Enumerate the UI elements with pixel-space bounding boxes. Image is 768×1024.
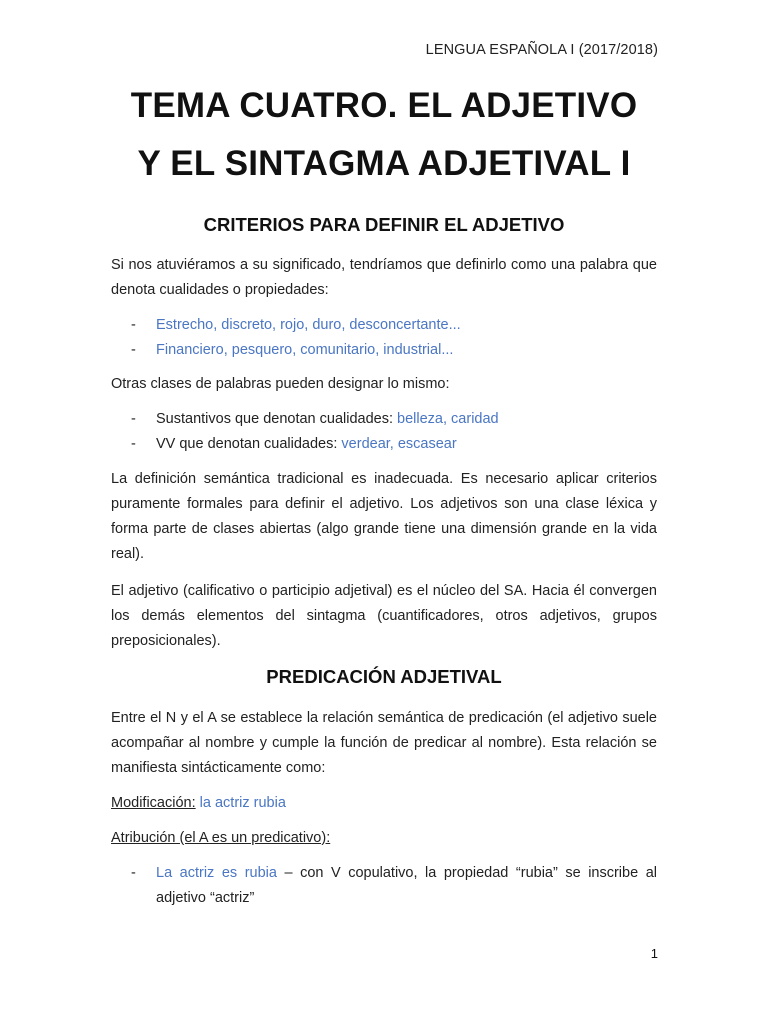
paragraph-definicion-wrap xyxy=(111,467,657,567)
example-text: verdear, escasear xyxy=(341,436,457,452)
paragraph-others-intro: Otras clases de palabras pueden designar lo mismo: xyxy=(111,376,450,392)
example-text: belleza, caridad xyxy=(397,411,499,427)
list-item xyxy=(111,313,657,338)
modificacion-label: Modificación: xyxy=(111,795,196,811)
page-number: 1 xyxy=(650,946,658,961)
paragraph-nucleo: El adjetivo (calificativo o participio adjetival) es el núcleo del SA. Hacia él convergen los demás elementos del sintagma (cuantificadores, otros adjetivos, grupos preposicionales). xyxy=(111,583,657,649)
example-text: La actriz es rubia xyxy=(156,865,277,881)
example-list xyxy=(111,313,657,363)
example-text: la actriz rubia xyxy=(199,795,286,811)
others-list xyxy=(111,407,657,457)
running-header: LENGUA ESPAÑOLA I (2017/2018) xyxy=(425,42,658,58)
paragraph-predicacion-wrap xyxy=(111,706,657,781)
section-criterios-body xyxy=(111,253,657,303)
list-item xyxy=(111,861,657,911)
list-dash: - xyxy=(131,865,136,881)
paragraph-intro: Si nos atuviéramos a su significado, tendríamos que definirlo como una palabra que denota cualidades o propiedades: xyxy=(111,257,657,298)
paragraph-nucleo-wrap xyxy=(111,579,657,654)
list-item-text: Sustantivos que denotan cualidades: xyxy=(156,411,398,427)
paragraph-definicion: La definición semántica tradicional es inadecuada. Es necesario aplicar criterios puramente formales para definir el adjetivo. Los adjetivos son una clase léxica y forma parte de clases abiertas (algo grande tiene una dimensión grande en la vida real). xyxy=(111,471,657,562)
example-text: Estrecho, discreto, rojo, duro, desconcertante... xyxy=(156,317,461,333)
list-dash: - xyxy=(131,436,136,452)
list-item-text: VV que denotan cualidades: xyxy=(156,436,342,452)
atribucion-label: Atribución (el A es un predicativo): xyxy=(111,830,331,846)
atribucion-line xyxy=(111,826,657,851)
list-dash: - xyxy=(131,317,136,333)
section-heading-criterios: CRITERIOS PARA DEFINIR EL ADJETIVO xyxy=(203,214,565,235)
paragraph-predicacion: Entre el N y el A se establece la relación semántica de predicación (el adjetivo suele acompañar al nombre y cumple la función de predicar al nombre). Esta relación se manifiesta sintácticamente como: xyxy=(111,710,657,776)
section-heading-predicacion: PREDICACIÓN ADJETIVAL xyxy=(266,666,502,687)
list-item xyxy=(111,407,657,432)
paragraph-others-intro-wrap xyxy=(111,372,657,397)
page-title-line-2: Y EL SINTAGMA ADJETIVAL I xyxy=(137,144,631,183)
list-dash: - xyxy=(131,342,136,358)
modificacion-line xyxy=(111,791,657,816)
atribucion-list xyxy=(111,861,657,911)
page-title-line-1: TEMA CUATRO. EL ADJETIVO xyxy=(130,86,638,125)
list-item-text: – con V copulativo, la propiedad “rubia” se inscribe al adjetivo “actriz” xyxy=(156,865,657,906)
list-item xyxy=(111,338,657,363)
list-dash: - xyxy=(131,411,136,427)
list-item xyxy=(111,432,657,457)
example-text: Financiero, pesquero, comunitario, industrial... xyxy=(156,342,454,358)
